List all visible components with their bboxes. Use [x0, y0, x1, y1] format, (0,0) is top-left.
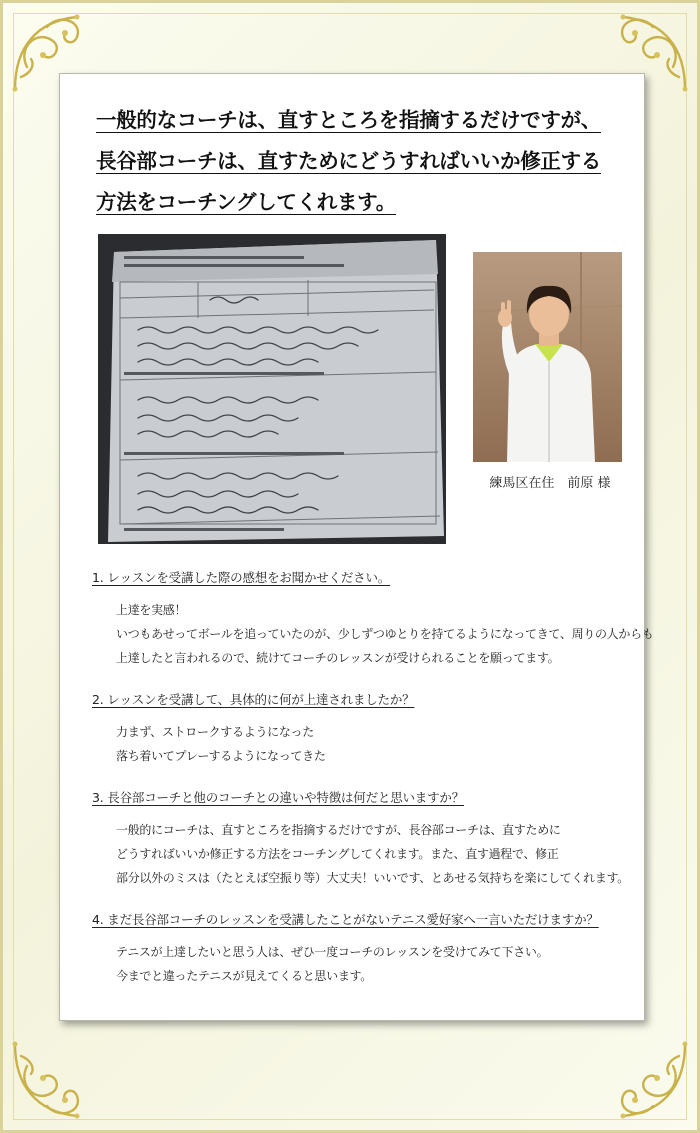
- photo-caption: 練馬区在住 前原 様: [489, 476, 611, 491]
- answer-line: 一般的にコーチは、直すところを指摘するだけですが、長谷部コーチは、直すために: [116, 823, 561, 837]
- answer-line: いつもあせってボールを追っていたのが、少しずつゆとりを持てるようになってきて、周りの人からも: [116, 627, 654, 641]
- question-heading: 3. 長谷部コーチと他のコーチとの違いや特徴は何だと思いますか？: [92, 790, 465, 805]
- qa-section-1: [92, 568, 654, 670]
- headline-line: 方法をコーチングしてくれます。: [96, 190, 396, 214]
- answer-text: [116, 818, 632, 890]
- answer-text: [116, 720, 632, 768]
- question-heading: 1. レッスンを受講した際の感想をお聞かせください。: [92, 570, 391, 585]
- answer-line: 部分以外のミスは（たとえば空振り等）大丈夫！いいです、とあせる気持ちを楽にしてくれます。: [116, 871, 629, 885]
- testimonial-card: [59, 73, 654, 1021]
- answer-line: 今までと違ったテニスが見えてくると思います。: [116, 969, 372, 983]
- corner-ornament-icon: [7, 1036, 97, 1126]
- headline: [96, 100, 636, 223]
- answer-line: テニスが上達したいと思う人は、ぜひ一度コーチのレッスンを受けてみて下さい。: [116, 945, 549, 959]
- answer-line: 力まず、ストロークするようになった: [116, 725, 314, 739]
- qa-section-2: [92, 690, 632, 768]
- question-heading: 2. レッスンを受講して、具体的に何が上達されましたか？: [92, 692, 415, 707]
- corner-ornament-icon: [603, 1036, 693, 1126]
- qa-section-4: [92, 910, 632, 988]
- testimonial-person-photo: [473, 252, 622, 462]
- answer-line: どうすればいいか修正する方法をコーチングしてくれます。また、直す過程で、修正: [116, 847, 559, 861]
- question-heading: 4. まだ長谷部コーチのレッスンを受講したことがないテニス愛好家へ一言いただけますか？: [92, 912, 599, 927]
- answer-line: 落ち着いてプレーするようになってきた: [116, 749, 326, 763]
- answer-line: 上達を実感！: [116, 603, 187, 617]
- qa-section-3: [92, 788, 632, 890]
- headline-line: 長谷部コーチは、直すためにどうすればいいか修正する: [96, 149, 601, 173]
- answer-text: [116, 598, 654, 670]
- questionnaire-sheet-photo: [98, 234, 446, 544]
- answer-line: 上達したと言われるので、続けてコーチのレッスンが受けられることを願ってます。: [116, 651, 560, 665]
- headline-line: 一般的なコーチは、直すところを指摘するだけですが、: [96, 108, 601, 132]
- answer-text: [116, 940, 632, 988]
